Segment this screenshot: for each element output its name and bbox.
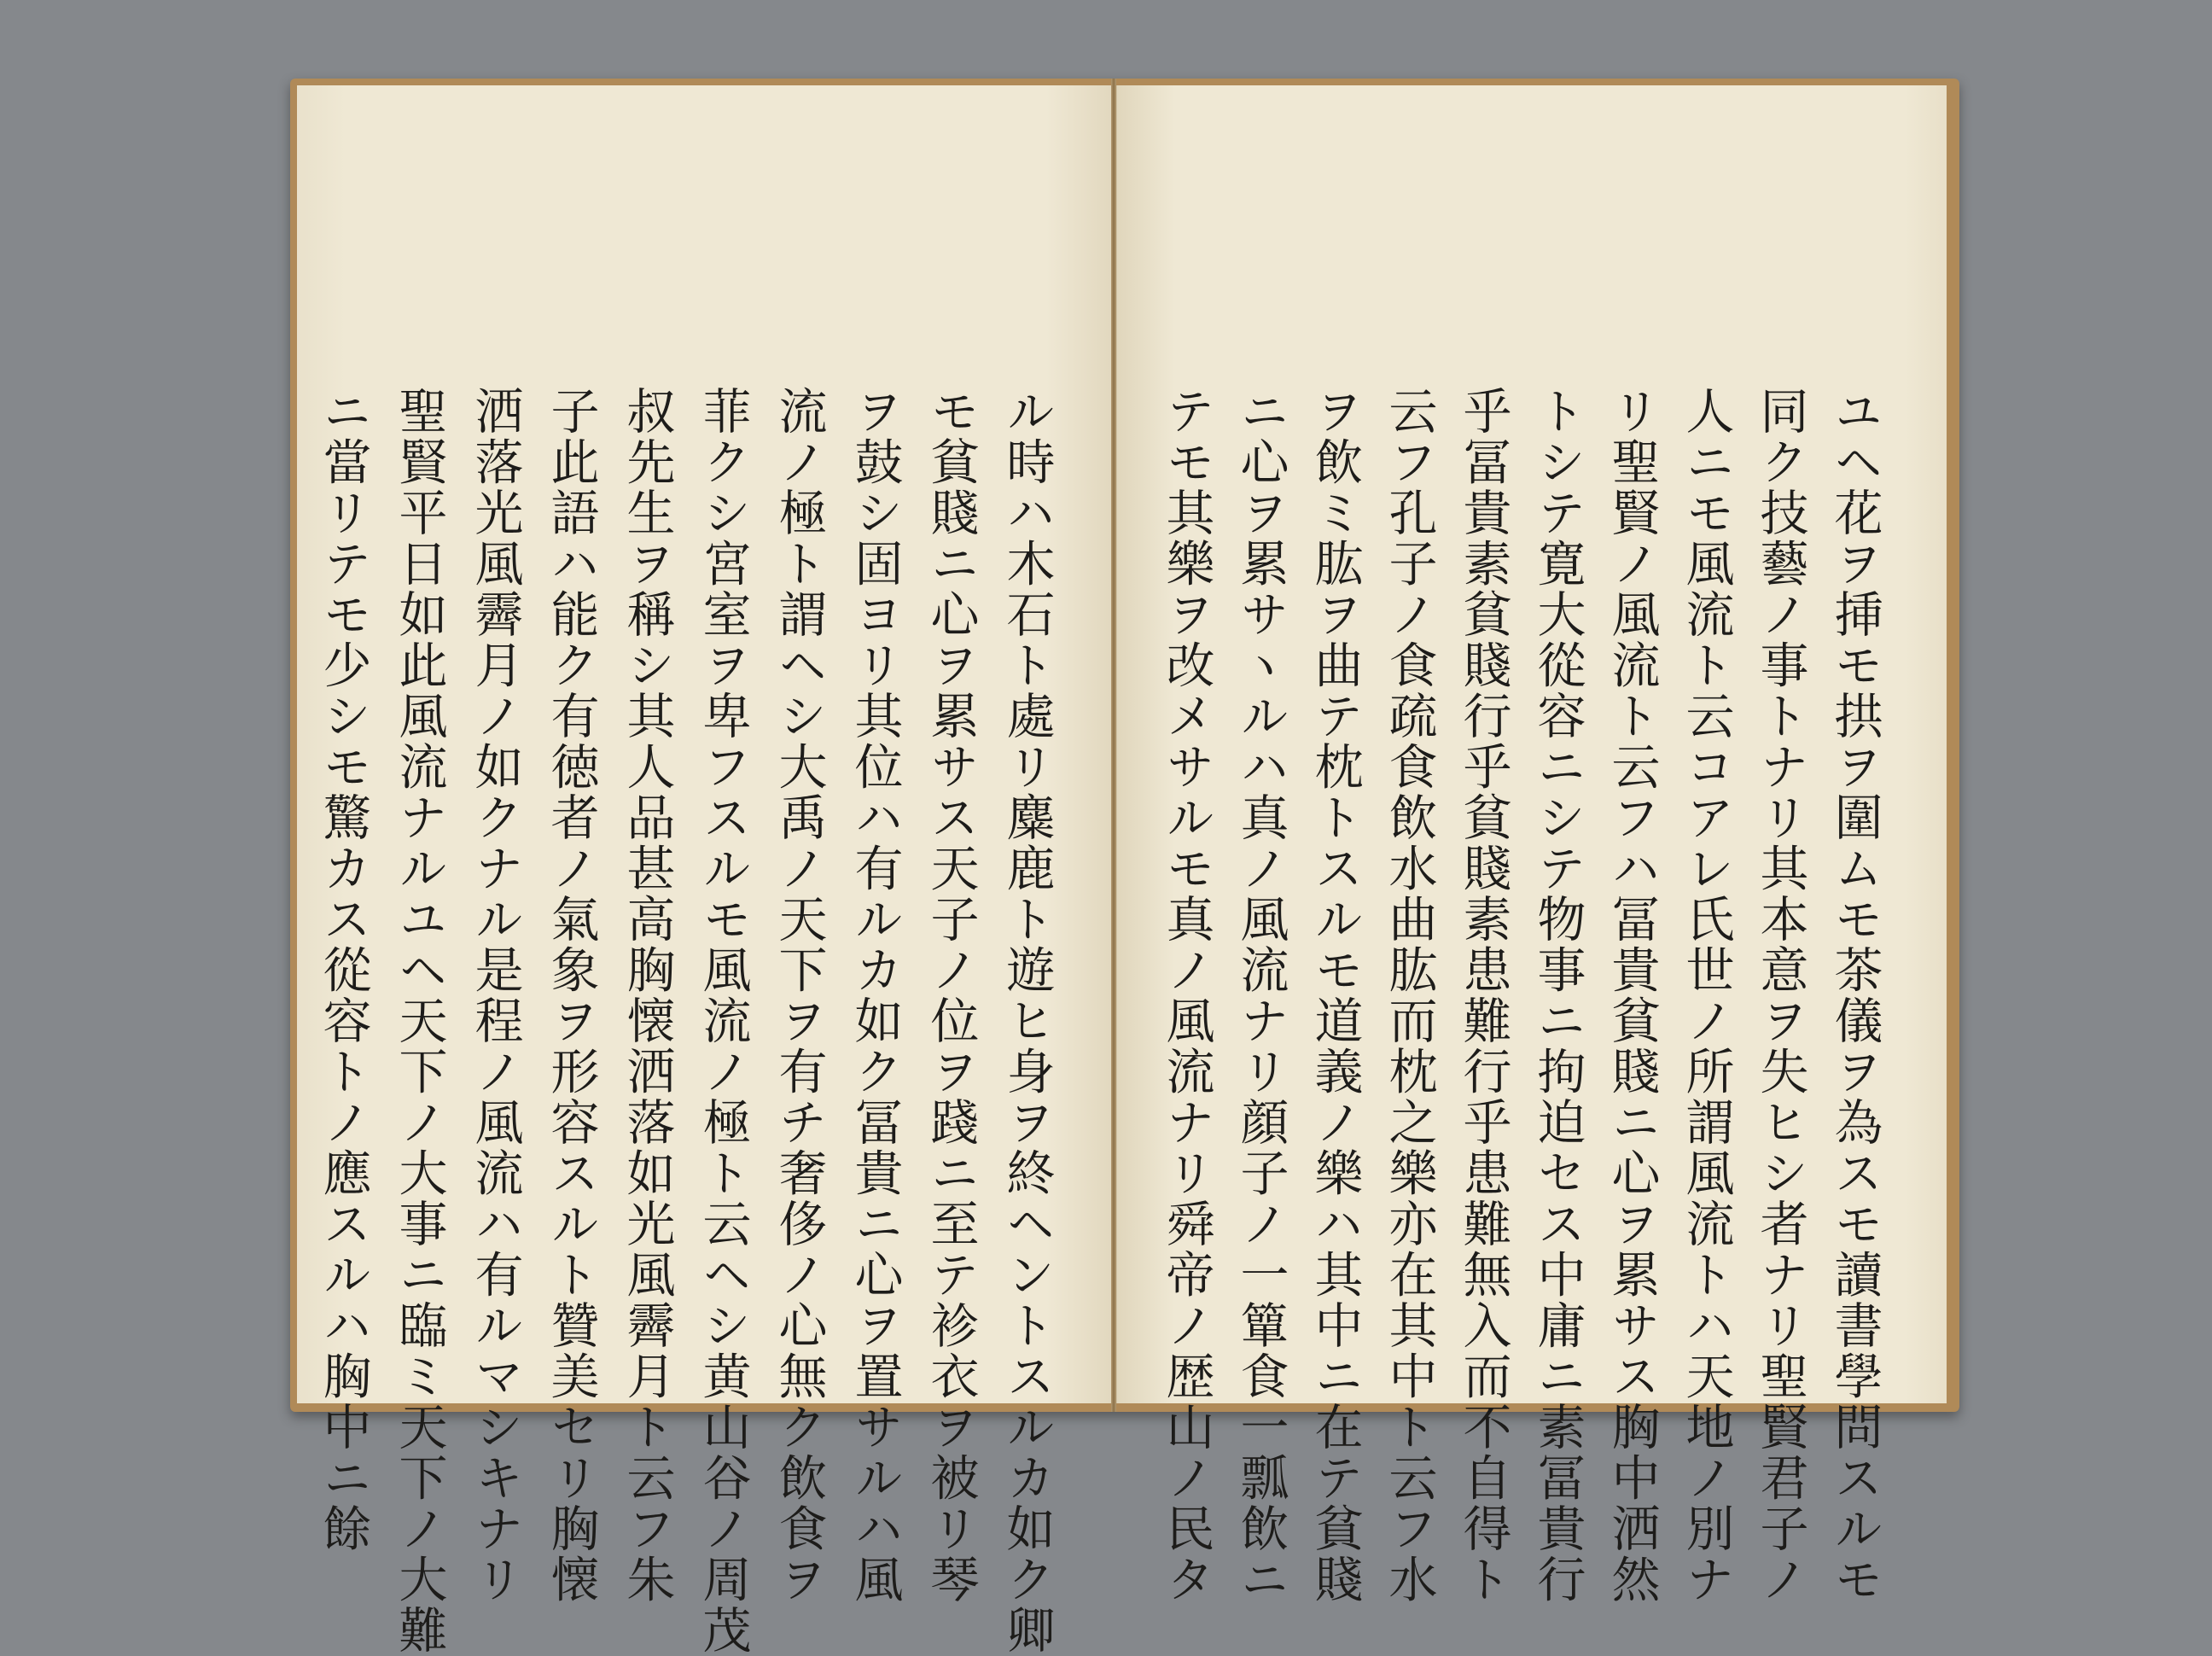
text-column: 叔先生ヲ稱シ其人品甚高胸懐洒落如光風霽月ト云フ朱 xyxy=(619,386,675,1605)
text-column: 云フ孔子ノ食疏食飲水曲肱而枕之樂亦在其中ト云フ水 xyxy=(1381,386,1437,1605)
text-column: 同ク技藝ノ事トナリ其本意ヲ失ヒシ者ナリ聖賢君子ノ xyxy=(1752,386,1808,1605)
text-column: ヲ鼓シ固ヨリ其位ハ有ルカ如ク冨貴ニ心ヲ置サルハ風 xyxy=(847,386,903,1605)
text-column: 菲クシ宮室ヲ卑フスルモ風流ノ極ト云ヘシ黄山谷ノ周茂 xyxy=(695,386,751,1656)
text-column: トシテ寛大從容ニシテ物事ニ拘迫セス中庸ニ素冨貴行 xyxy=(1529,386,1586,1605)
left-page xyxy=(297,85,1112,1656)
text-column: 子此語ハ能ク有徳者ノ氣象ヲ形容スルト贊美セリ胸懐 xyxy=(543,386,599,1605)
text-column: 洒落光風霽月ノ如クナル是程ノ風流ハ有ルマシキナリ xyxy=(467,386,523,1605)
right-page xyxy=(1116,85,1947,1605)
text-column: ユヘ花ヲ挿モ拱ヲ圍ムモ茶儀ヲ為スモ讀書學問スルモ xyxy=(1826,386,1883,1605)
text-column: 流ノ極ト謂ヘシ大禹ノ天下ヲ有チ奢侈ノ心無ク飲食ヲ xyxy=(771,386,827,1605)
text-column: ニ當リテモ少シモ驚カス從容トノ應スルハ胸中ニ餘 xyxy=(315,386,371,1554)
text-column: 乎冨貴素貧賤行乎貧賤素患難行乎患難無入而不自得ト xyxy=(1455,386,1511,1605)
text-column: ニ心ヲ累サヽルハ真ノ風流ナリ顔子ノ一簞食一瓢飲ニ xyxy=(1232,386,1289,1605)
text-column: 人ニモ風流ト云コアレ氏世ノ所謂風流トハ天地ノ別ナ xyxy=(1678,386,1734,1605)
text-column: 聖賢平日如此風流ナルユヘ天下ノ大事ニ臨ミ天下ノ大難 xyxy=(391,386,447,1656)
open-book xyxy=(290,79,1959,1656)
text-column: リ聖賢ノ風流ト云フハ冨貴貧賤ニ心ヲ累サス胸中洒然 xyxy=(1604,386,1660,1605)
text-column: ヲ飲ミ肱ヲ曲テ枕トスルモ道義ノ樂ハ其中ニ在テ貧賤 xyxy=(1307,386,1363,1605)
text-column: テモ其樂ヲ改メサルモ真ノ風流ナリ舜帝ノ歴山ノ民タ xyxy=(1158,386,1214,1605)
text-column: モ貧賤ニ心ヲ累サス天子ノ位ヲ踐ニ至テ袗衣ヲ被リ琴 xyxy=(923,386,979,1605)
text-column: ル時ハ木石ト處リ麋鹿ト遊ヒ身ヲ終ヘントスルカ如ク卿 xyxy=(998,386,1055,1656)
